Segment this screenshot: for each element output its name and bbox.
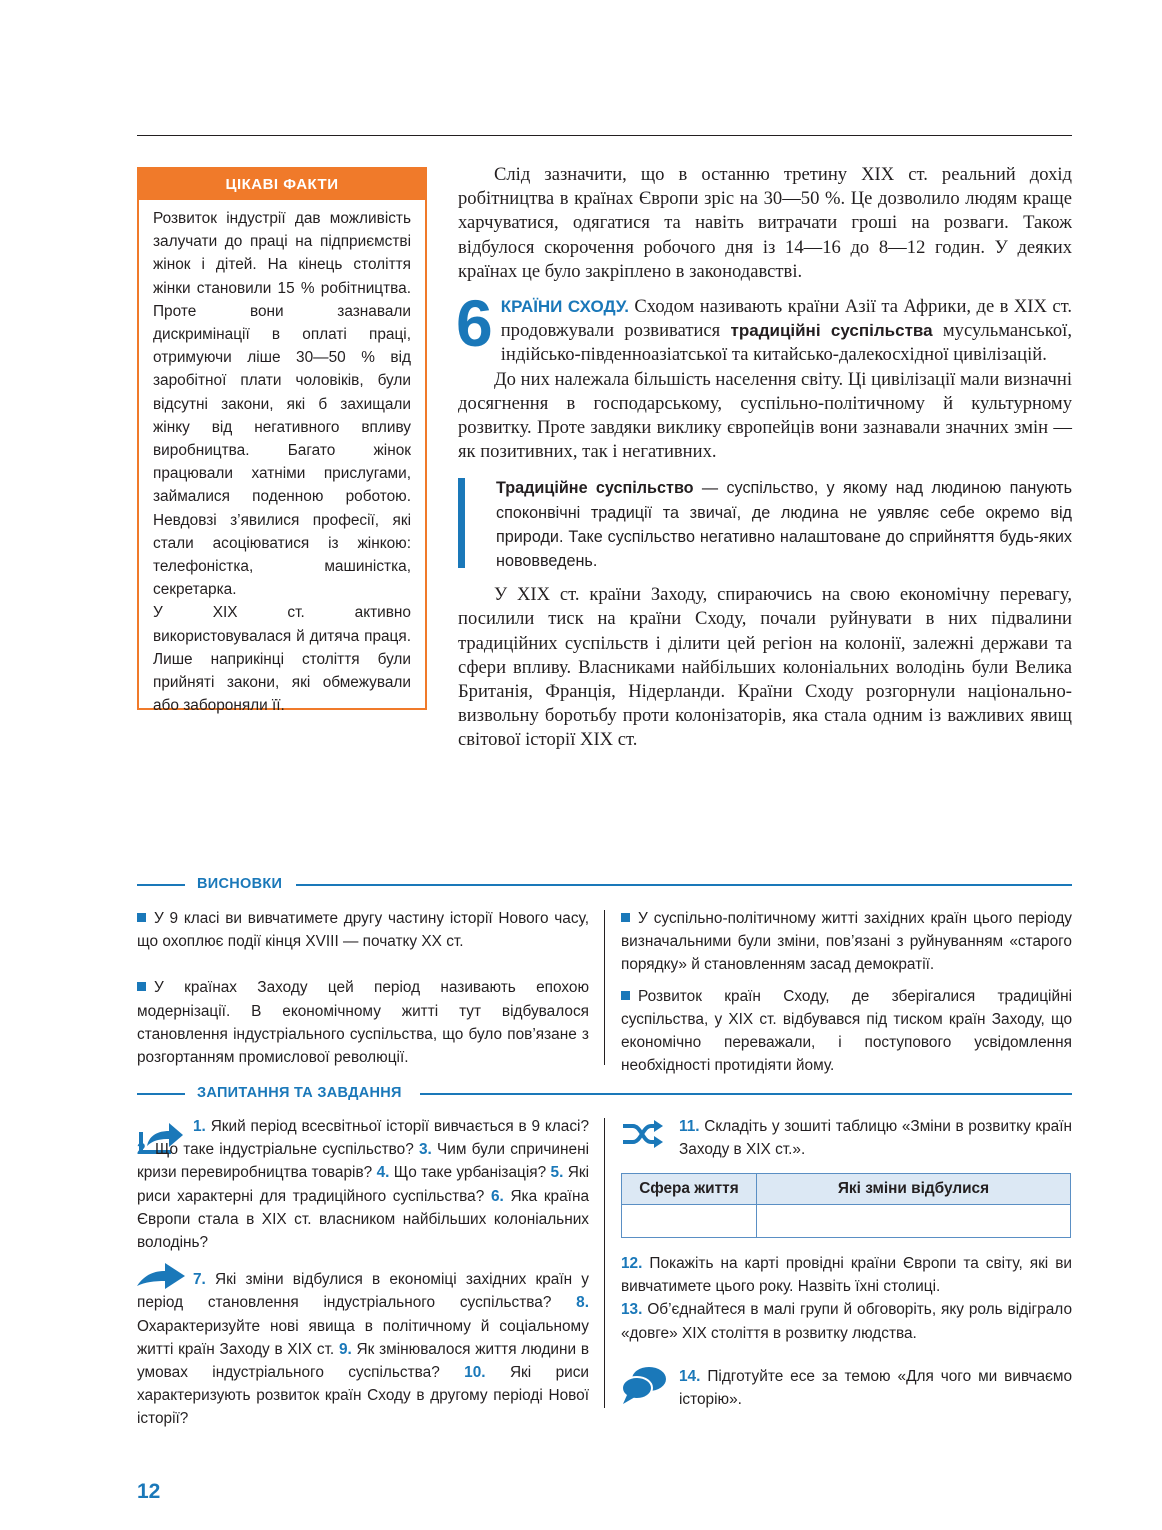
table-cell <box>757 1205 1071 1238</box>
table-header: Які зміни відбулися <box>757 1174 1071 1205</box>
column-divider <box>604 1118 605 1408</box>
header-line <box>420 1093 1072 1095</box>
table-cell <box>622 1205 757 1238</box>
facts-body <box>139 200 425 717</box>
section-text: мусульманської, індійсько-південноазіатської та китайсько-далекосхідної цивілізацій. <box>500 320 1072 366</box>
conclusion-item: У країнах Заходу цей період називають епохою модернізації. В економічному житті тут відбувалося становлення індустріального суспільства, що було пов’язане з розгортанням промислової революції. <box>137 979 589 1067</box>
definition-block <box>458 476 1072 573</box>
bullet-square-icon <box>137 982 146 991</box>
facts-paragraph: Розвиток індустрії дав можливість залучати до праці на підприємстві жінок і дітей. На кінець століття жінки становили 15 % робітництва. Проте вони зазнавали дискримінації в оплаті праці, отримуючи ліше 30—50 % від заробітної плати чоловіків, були відсутні закони, які б захищали жінку від негативного впливу виробництва. Багато жінок працювали хатніми прислугами, займалися поденною роботою. Невдовзі з’явилися професії, які стали асоціюватися із жінкою: телефоністка, машиністка, секретарка. <box>153 210 411 599</box>
definition-text: — суспільство, у якому над людиною панують споконвічні традиції та звичаї, де людина не уявляє себе окремо від природи. Таке суспільство негативно налаштоване до сприйняття будь-яких нововведень. <box>496 479 1073 571</box>
conclusion-item: У 9 класі ви вивчатимете другу частину історії Нового часу, що охоплює події кінця XVIII — початку XX ст. <box>137 910 589 951</box>
header-line <box>137 1093 185 1095</box>
facts-paragraph: У XIX ст. активно використовувалася й дитяча праця. Лише наприкінці століття були прийняті закони, які обмежували або забороняли її. <box>153 604 411 715</box>
bullet-square-icon <box>621 913 630 922</box>
tasks-title: ЗАПИТАННЯ ТА ЗАВДАННЯ <box>197 1085 402 1101</box>
tasks-left <box>137 1115 589 1431</box>
bullet-square-icon <box>621 991 630 1000</box>
task-11: 11. Складіть у зошиті таблицю «Зміни в розвитку країн Заходу в XIX ст.». <box>679 1118 1072 1159</box>
key-term: традиційні суспільства <box>730 321 933 341</box>
conclusion-item: Розвиток країн Сходу, де зберігалися традиційні суспільства, у XIX ст. відбувався під тиском країн Заходу, що економічно переважали, і поступового усвідомлення необхідності протидіяти йому. <box>621 987 1072 1075</box>
section-number: 6 <box>456 286 493 361</box>
task-14: 14. Підготуйте есе за темою «Для чого ми вивчаємо історію». <box>679 1368 1073 1409</box>
header-line <box>296 884 1072 886</box>
main-paragraph: У XIX ст. країни Заходу, спираючись на свою економічну перевагу, посилили тиск на країни Сходу, почали руйнувати в них підвалини традиційних суспільств і ділити цей регіон на колонії, залежні держави та сфери впливу. Власниками найбільших колоніальних володінь були Велика Британія, Франція, Нідерланди. Країни Сходу розгорнули національно-визвольну боротьбу проти колонізаторів, яка стала одним із важливих явищ світової історії XIX ст. <box>458 584 1072 751</box>
bullet-square-icon <box>137 913 146 922</box>
task-group: 1. Який період всесвітньої історії вивчається в 9 класі? 2. Що таке індустріальне суспільство? 3. Чим були спричинені кризи перевиробництва товарів? 4. Що таке урбанізація? 5. Які риси характерні для традиційного суспільства? 6. Яка країна Європи стала в XIX ст. власником найбільших колоніальних володінь? <box>137 1118 590 1252</box>
tasks-header <box>137 1083 1072 1103</box>
conclusions-left <box>137 907 589 1069</box>
main-paragraph: До них належала більшість населення світу. Ці цивілізації мали визначні досягнення в господарському, суспільно-політичному й культурному розвитку. Проте завдяки виклику європейців вони зазнавали значних змін — як позитивних, так і негативних. <box>458 368 1072 463</box>
column-divider <box>604 910 605 1065</box>
table-header: Сфера життя <box>622 1174 757 1205</box>
main-paragraph: Слід зазначити, що в останню третину XIX ст. реальний дохід робітництва в країнах Європи зріс на 30—50 %. Це дозволило людям краще харчуватися, одягатися та навіть витрачати гроші на розваги. Також відбулося скорочення робочого дня із 14—16 до 8—12 годин. У деяких країнах це було закріплено в законодавстві. <box>458 164 1072 282</box>
conclusions-header <box>137 874 1072 894</box>
conclusions-right <box>621 907 1072 1077</box>
section-title: КРАЇНИ СХОДУ. <box>500 297 629 317</box>
facts-box <box>137 167 427 715</box>
definition-bar <box>458 478 465 568</box>
page-number: 12 <box>137 1480 161 1503</box>
conclusions-title: ВИСНОВКИ <box>197 876 283 892</box>
main-text <box>458 163 1072 753</box>
changes-table <box>621 1173 1071 1238</box>
section-6-paragraph <box>456 286 1072 368</box>
section-text: Сходом називають країни Азії та Африки, де в XIX ст. продовжували розвиватися <box>500 296 1072 342</box>
definition-term: Традиційне суспільство <box>496 479 694 498</box>
header-line <box>137 884 185 886</box>
shuffle-icon <box>621 1120 665 1148</box>
task-group: 7. Які зміни відбулися в економіці західних країн у період становлення індустріального суспільства? 8. Охарактеризуйте нові явища в політичному й соціальному житті країн Заходу в XIX ст. 9. Як змінювалося життя людини в умовах індустріального суспільства? 10. Які риси характеризують розвиток країн Сходу в другому періоді Нової історії? <box>137 1271 590 1428</box>
speech-bubbles-icon <box>621 1365 667 1405</box>
facts-title: ЦІКАВІ ФАКТИ <box>139 169 425 200</box>
top-rule <box>137 135 1072 136</box>
tasks-12-13: 12. Покажіть на карті провідні країни Європи та світу, які ви вивчатимете цього року. Назвіть їхні столиці. 13. Об’єднайтеся в малі групи й обговоріть, яку роль відіграло «довге» XIX століття в розвитку людства. <box>621 1255 1073 1342</box>
conclusion-item: У суспільно-політичному житті західних країн цього періоду визначальними були зміни, пов’язані з руйнуванням «старого порядку» й становленням засад демократії. <box>621 910 1072 974</box>
